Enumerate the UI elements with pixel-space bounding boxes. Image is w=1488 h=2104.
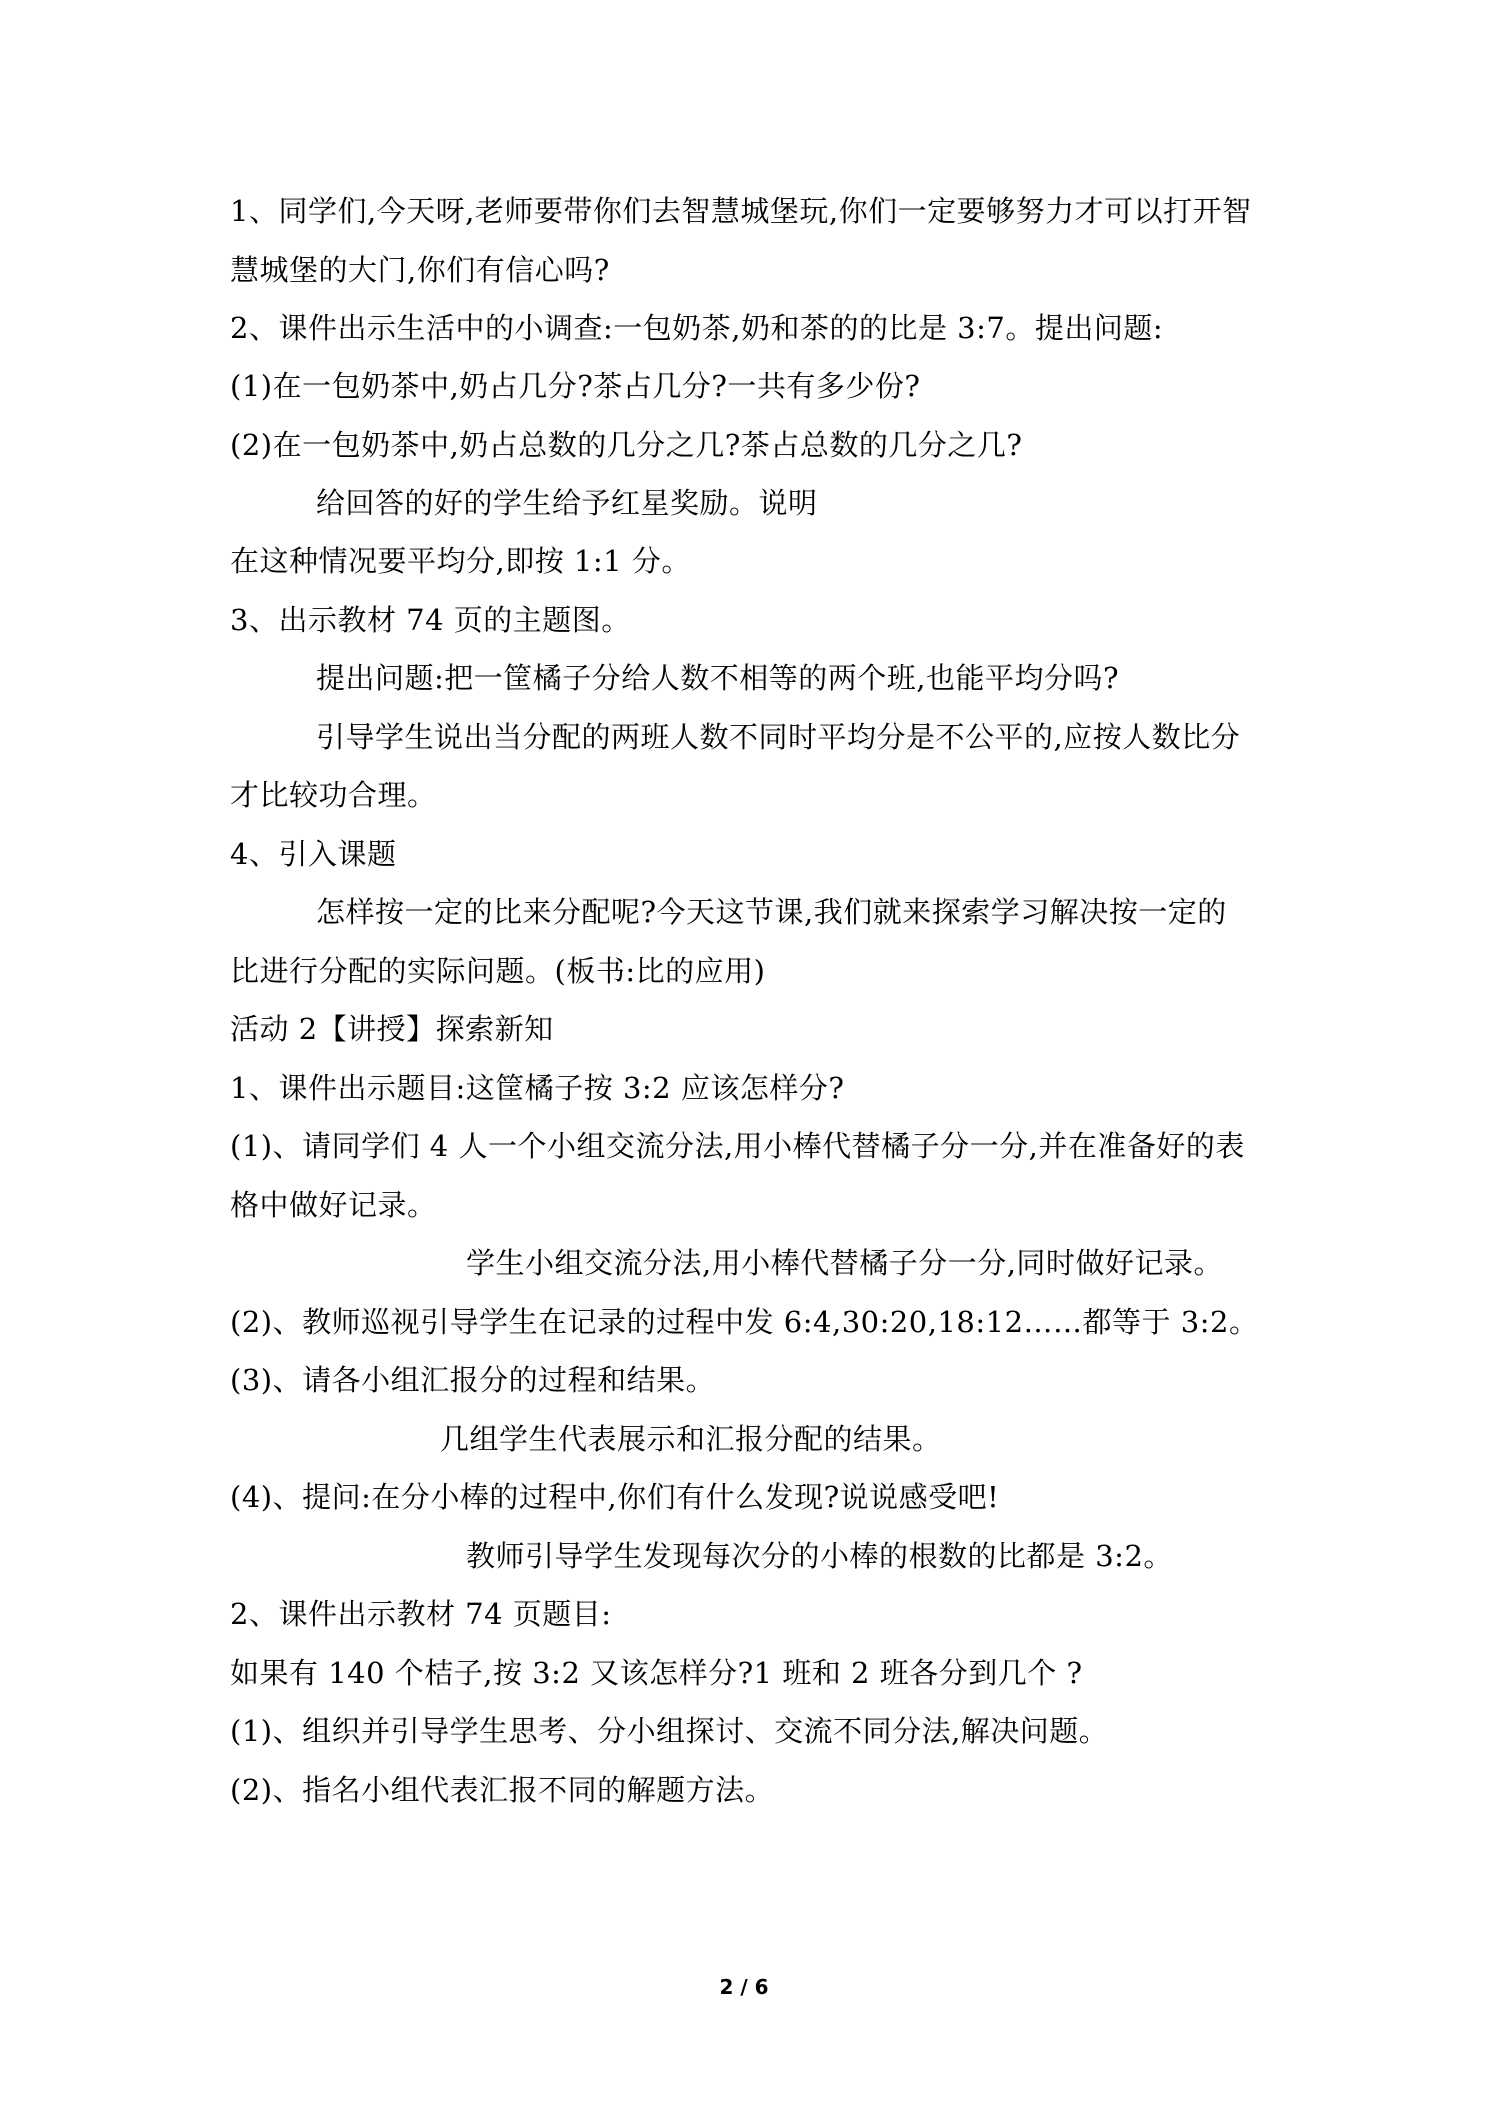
text-line: 格中做好记录。 — [230, 1188, 437, 1222]
text-line: 怎样按一定的比来分配呢?今天这节课,我们就来探索学习解决按一定的 — [316, 895, 1227, 929]
text-line: 几组学生代表展示和汇报分配的结果。 — [440, 1422, 942, 1456]
text-line: (3)、请各小组汇报分的过程和结果。 — [230, 1363, 716, 1397]
text-line: 2、课件出示生活中的小调查:一包奶茶,奶和茶的的比是 3:7。提出问题: — [230, 311, 1164, 345]
text-line: (4)、提问:在分小棒的过程中,你们有什么发现?说说感受吧! — [230, 1480, 1000, 1514]
text-line: (2)、指名小组代表汇报不同的解题方法。 — [230, 1773, 775, 1807]
text-line: (1)、请同学们 4 人一个小组交流分法,用小棒代替橘子分一分,并在准备好的表 — [230, 1129, 1245, 1163]
text-line: 慧城堡的大门,你们有信心吗? — [230, 253, 610, 287]
text-line: 3、出示教材 74 页的主题图。 — [230, 603, 631, 637]
text-line: 4、引入课题 — [230, 837, 397, 871]
text-line: 学生小组交流分法,用小棒代替橘子分一分,同时做好记录。 — [466, 1246, 1223, 1280]
text-line: 在这种情况要平均分,即按 1:1 分。 — [230, 544, 691, 578]
text-line: (1)在一包奶茶中,奶占几分?茶占几分?一共有多少份? — [230, 369, 921, 403]
text-line: 给回答的好的学生给予红星奖励。说明 — [316, 486, 818, 520]
page-number: 2 / 6 — [719, 1975, 769, 1999]
text-line: 提出问题:把一筐橘子分给人数不相等的两个班,也能平均分吗? — [316, 661, 1120, 695]
text-line: 1、同学们,今天呀,老师要带你们去智慧城堡玩,你们一定要够努力才可以打开智 — [230, 194, 1252, 228]
text-line: 如果有 140 个桔子,按 3:2 又该怎样分?1 班和 2 班各分到几个 ? — [230, 1656, 1083, 1690]
text-line: (1)、组织并引导学生思考、分小组探讨、交流不同分法,解决问题。 — [230, 1714, 1109, 1748]
text-line: (2)、教师巡视引导学生在记录的过程中发 6:4,30:20,18:12……都等于 3:2。 — [230, 1305, 1259, 1339]
text-line: 引导学生说出当分配的两班人数不同时平均分是不公平的,应按人数比分 — [316, 720, 1241, 754]
text-line: 1、课件出示题目:这筐橘子按 3:2 应该怎样分? — [230, 1071, 845, 1105]
text-line: 活动 2【讲授】探索新知 — [230, 1012, 554, 1046]
text-line: 2、课件出示教材 74 页题目: — [230, 1597, 612, 1631]
text-line: (2)在一包奶茶中,奶占总数的几分之几?茶占总数的几分之几? — [230, 428, 1023, 462]
text-line: 比进行分配的实际问题。(板书:比的应用) — [230, 954, 766, 988]
text-line: 教师引导学生发现每次分的小棒的根数的比都是 3:2。 — [466, 1539, 1173, 1573]
text-line: 才比较功合理。 — [230, 778, 437, 812]
